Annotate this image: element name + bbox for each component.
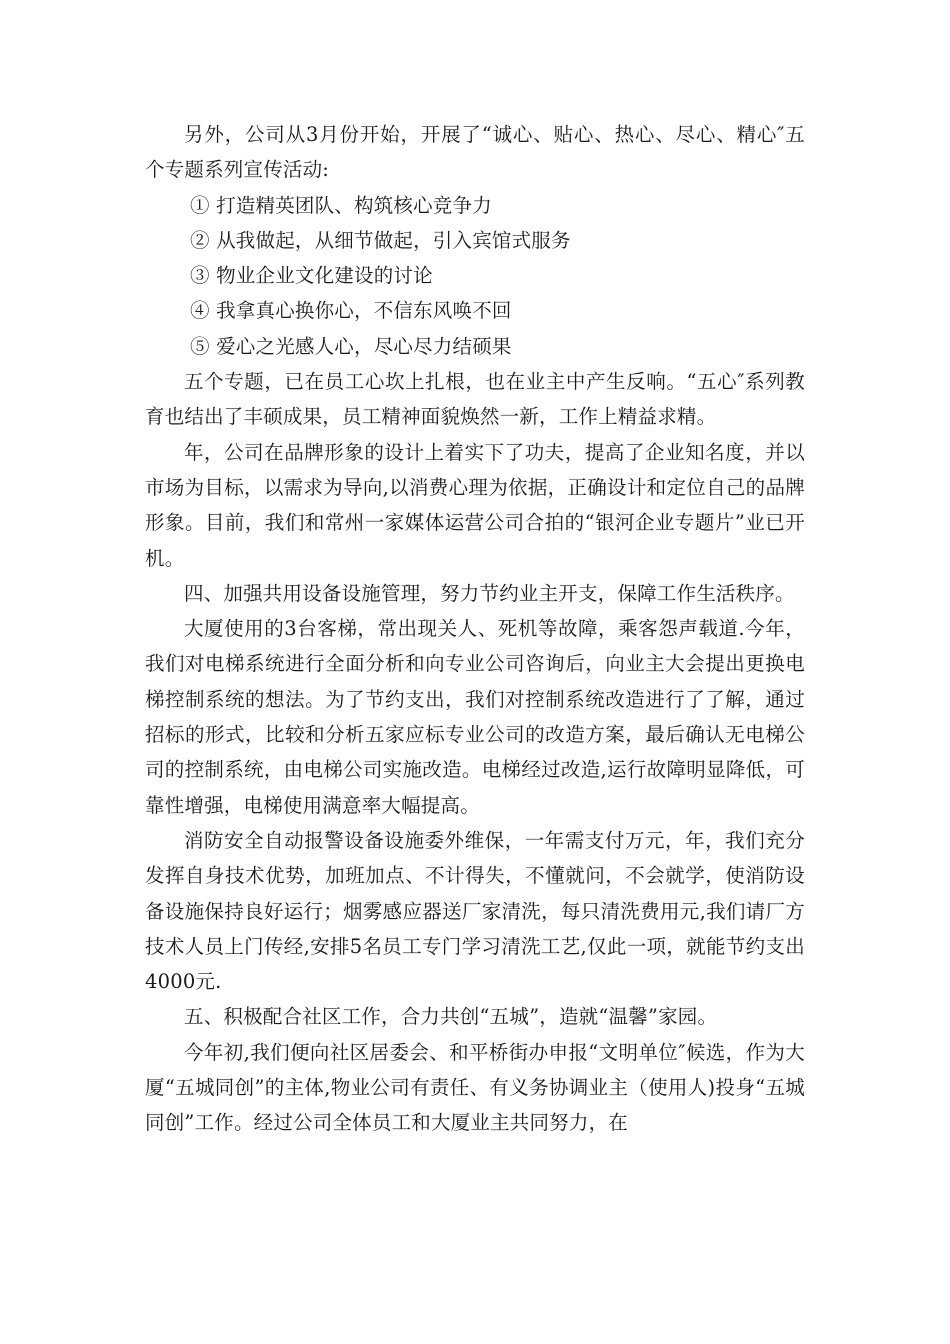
- list-item: ① 打造精英团队、构筑核心竞争力: [190, 193, 492, 217]
- list-item: ④ 我拿真心换你心，不信东风唤不回: [190, 299, 512, 323]
- campaign-list: [145, 188, 805, 364]
- intro-paragraph: 另外，公司从3月份开始，开展了“诚心、贴心、热心、尽心、精心″五个专题系列宣传活动:: [145, 123, 805, 182]
- list-item: ⑤ 爱心之光感人心，尽心尽力结硕果: [190, 334, 512, 358]
- five-topics-paragraph: 五个专题，已在员工心坎上扎根，也在业主中产生反响。“五心″系列教育也结出了丰硕成果，员工精神面貌焕然一新，工作上精益求精。: [145, 370, 805, 429]
- fire-safety-paragraph: 消防安全自动报警设备设施委外维保，一年需支付万元，年，我们充分发挥自身技术优势，加班加点、不计得失，不懂就问，不会就学，使消防设备设施保持良好运行；烟雾感应器送厂家清洗，每只清洗费用元,我们请厂方技术人员上门传经,安排5名员工专门学习清洗工艺,仅此一项，就能节约支出4000元.: [145, 828, 805, 994]
- section-four-heading: 四、加强共用设备设施管理，努力节约业主开支，保障工作生活秩序。: [184, 581, 795, 605]
- brand-paragraph: 年，公司在品牌形象的设计上着实下了功夫，提高了企业知名度，并以市场为目标，以需求为导向,以消费心理为依据，正确设计和定位自己的品牌形象。目前，我们和常州一家媒体运营公司合拍的“银河企业专题片”业已开机。: [145, 440, 805, 570]
- document-body: [145, 117, 805, 1141]
- list-item: ③ 物业企业文化建设的讨论: [190, 264, 433, 288]
- section-five-heading: 五、积极配合社区工作，合力共创“五城”，造就“温馨”家园。: [184, 1005, 718, 1029]
- list-item: ② 从我做起，从细节做起，引入宾馆式服务: [190, 228, 571, 252]
- elevator-paragraph: 大厦使用的3台客梯，常出现关人、死机等故障，乘客怨声载道.今年，我们对电梯系统进行全面分析和向专业公司咨询后，向业主大会提出更换电梯控制系统的想法。为了节约支出，我们对控制系统改造进行了了解，通过招标的形式，比较和分析五家应标专业公司的改造方案，最后确认无电梯公司的控制系统，由电梯公司实施改造。电梯经过改造,运行故障明显降低，可靠性增强，电梯使用满意率大幅提高。: [145, 617, 805, 817]
- community-paragraph: 今年初,我们便向社区居委会、和平桥街办申报“文明单位″候选，作为大厦“五城同创”的主体,物业公司有责任、有义务协调业主（使用人)投身“五城同创”工作。经过公司全体员工和大厦业主共同努力，在: [145, 1040, 805, 1135]
